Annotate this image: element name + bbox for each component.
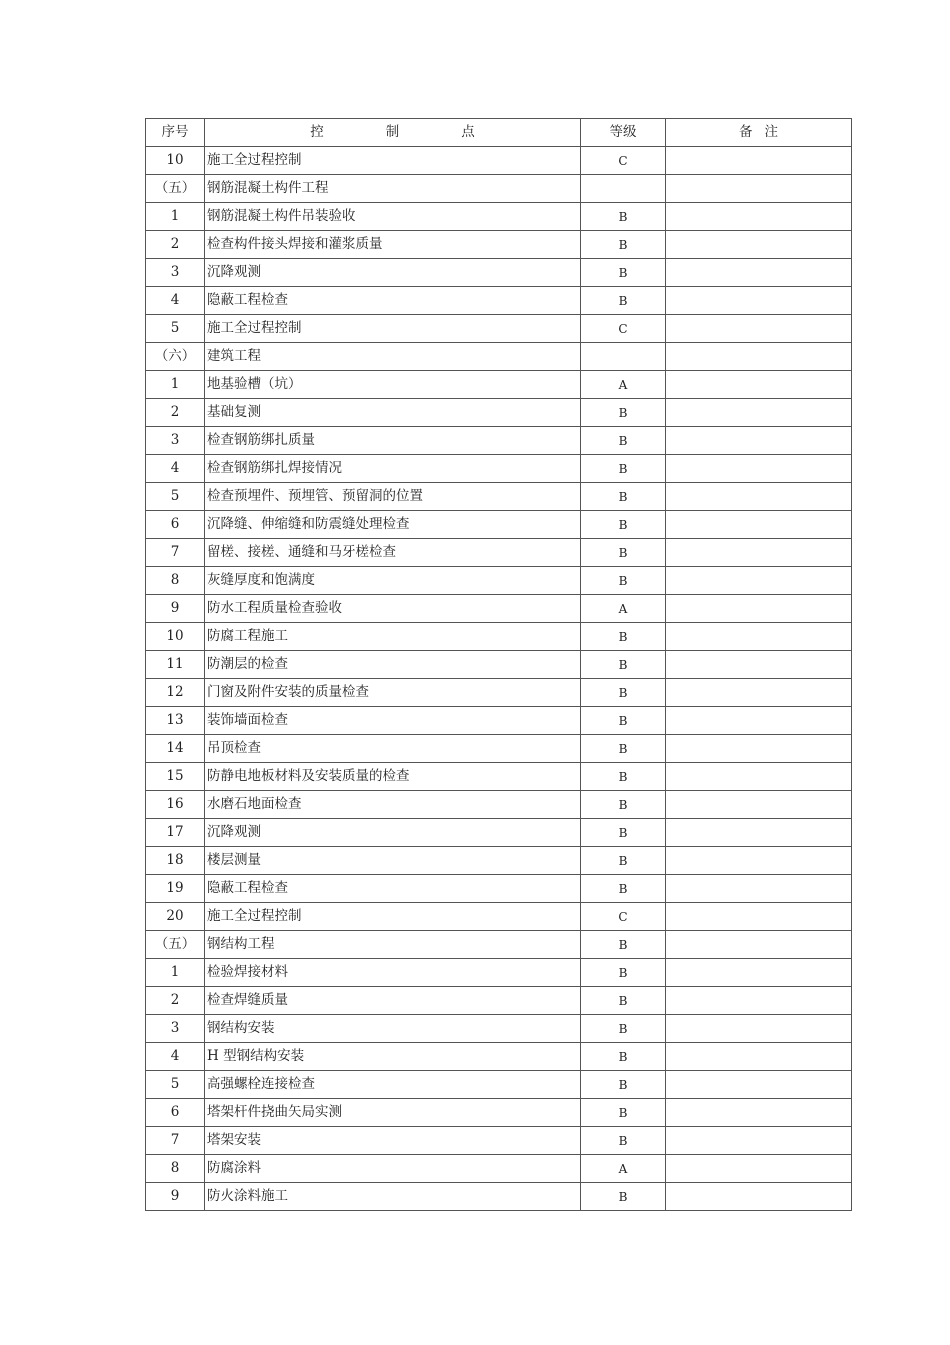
table-row	[146, 287, 852, 315]
row-control-point: 地基验槽（坑）	[205, 371, 581, 399]
row-serial-number: 4	[146, 287, 205, 315]
row-remark	[666, 875, 852, 903]
row-grade: B	[581, 483, 666, 511]
row-control-point: 水磨石地面检查	[205, 791, 581, 819]
row-remark	[666, 567, 852, 595]
table-row	[146, 203, 852, 231]
row-control-point: 沉降观测	[205, 259, 581, 287]
row-serial-number: 10	[146, 147, 205, 175]
row-remark	[666, 511, 852, 539]
header-grade: 等级	[581, 119, 666, 147]
row-control-point: 建筑工程	[205, 343, 581, 371]
table-row	[146, 427, 852, 455]
row-remark	[666, 371, 852, 399]
row-remark	[666, 763, 852, 791]
row-grade: B	[581, 623, 666, 651]
row-grade: C	[581, 147, 666, 175]
table-row	[146, 735, 852, 763]
row-serial-number: 14	[146, 735, 205, 763]
row-serial-number: 1	[146, 371, 205, 399]
row-grade: B	[581, 1015, 666, 1043]
row-serial-number: 15	[146, 763, 205, 791]
table-header-row	[146, 119, 852, 147]
control-point-table	[145, 118, 852, 1211]
row-grade: B	[581, 931, 666, 959]
row-serial-number: 9	[146, 595, 205, 623]
table-row	[146, 903, 852, 931]
row-control-point: 吊顶检查	[205, 735, 581, 763]
table-row	[146, 651, 852, 679]
row-grade: B	[581, 1183, 666, 1211]
row-grade: B	[581, 987, 666, 1015]
row-control-point: 检验焊接材料	[205, 959, 581, 987]
table-row	[146, 959, 852, 987]
row-grade: B	[581, 231, 666, 259]
row-remark	[666, 735, 852, 763]
row-serial-number: 3	[146, 1015, 205, 1043]
row-remark	[666, 147, 852, 175]
row-remark	[666, 175, 852, 203]
row-control-point: 钢筋混凝土构件工程	[205, 175, 581, 203]
table-row	[146, 791, 852, 819]
table-row	[146, 315, 852, 343]
row-remark	[666, 791, 852, 819]
row-serial-number: 3	[146, 259, 205, 287]
row-remark	[666, 987, 852, 1015]
row-control-point: 施工全过程控制	[205, 903, 581, 931]
row-grade: B	[581, 875, 666, 903]
table-row	[146, 399, 852, 427]
row-grade: B	[581, 679, 666, 707]
table-row	[146, 455, 852, 483]
table-row	[146, 1127, 852, 1155]
row-control-point: 隐蔽工程检查	[205, 875, 581, 903]
row-grade	[581, 175, 666, 203]
row-serial-number: 8	[146, 1155, 205, 1183]
row-grade: A	[581, 595, 666, 623]
row-serial-number: 5	[146, 315, 205, 343]
row-serial-number: （五）	[146, 931, 205, 959]
row-grade: B	[581, 511, 666, 539]
row-serial-number: 17	[146, 819, 205, 847]
table-row	[146, 1155, 852, 1183]
row-serial-number: 9	[146, 1183, 205, 1211]
row-control-point: 防腐工程施工	[205, 623, 581, 651]
row-control-point: 楼层测量	[205, 847, 581, 875]
row-grade: B	[581, 1127, 666, 1155]
table-row	[146, 623, 852, 651]
table-row	[146, 1099, 852, 1127]
row-control-point: 检查焊缝质量	[205, 987, 581, 1015]
row-remark	[666, 203, 852, 231]
row-remark	[666, 399, 852, 427]
row-grade: C	[581, 903, 666, 931]
table-body	[146, 147, 852, 1211]
table-row	[146, 987, 852, 1015]
row-grade: B	[581, 707, 666, 735]
row-remark	[666, 707, 852, 735]
row-control-point: 防静电地板材料及安装质量的检查	[205, 763, 581, 791]
row-serial-number: 2	[146, 399, 205, 427]
row-serial-number: 4	[146, 1043, 205, 1071]
row-grade: B	[581, 959, 666, 987]
row-grade	[581, 343, 666, 371]
row-control-point: 钢筋混凝土构件吊装验收	[205, 203, 581, 231]
row-remark	[666, 1183, 852, 1211]
row-grade: A	[581, 1155, 666, 1183]
row-serial-number: 5	[146, 1071, 205, 1099]
row-control-point: 沉降缝、伸缩缝和防震缝处理检查	[205, 511, 581, 539]
row-remark	[666, 1155, 852, 1183]
row-grade: B	[581, 567, 666, 595]
row-serial-number: 2	[146, 231, 205, 259]
row-remark	[666, 931, 852, 959]
table-row	[146, 763, 852, 791]
row-grade: B	[581, 651, 666, 679]
row-control-point: 隐蔽工程检查	[205, 287, 581, 315]
row-remark	[666, 343, 852, 371]
row-serial-number: 7	[146, 539, 205, 567]
row-control-point: 钢结构工程	[205, 931, 581, 959]
row-control-point: 防水工程质量检查验收	[205, 595, 581, 623]
row-remark	[666, 1071, 852, 1099]
row-serial-number: 18	[146, 847, 205, 875]
row-remark	[666, 231, 852, 259]
header-serial-number: 序号	[146, 119, 205, 147]
table-row	[146, 679, 852, 707]
row-serial-number: 10	[146, 623, 205, 651]
row-control-point: 钢结构安装	[205, 1015, 581, 1043]
row-remark	[666, 959, 852, 987]
row-serial-number: 8	[146, 567, 205, 595]
row-serial-number: 5	[146, 483, 205, 511]
row-control-point: 施工全过程控制	[205, 147, 581, 175]
row-remark	[666, 819, 852, 847]
row-remark	[666, 287, 852, 315]
row-serial-number: 16	[146, 791, 205, 819]
row-grade: C	[581, 315, 666, 343]
row-grade: B	[581, 847, 666, 875]
row-grade: B	[581, 455, 666, 483]
row-remark	[666, 315, 852, 343]
row-remark	[666, 1015, 852, 1043]
table-row	[146, 819, 852, 847]
table-row	[146, 371, 852, 399]
row-grade: B	[581, 819, 666, 847]
table-row	[146, 539, 852, 567]
row-remark	[666, 483, 852, 511]
row-control-point: 装饰墙面检查	[205, 707, 581, 735]
row-serial-number: 2	[146, 987, 205, 1015]
row-serial-number: 11	[146, 651, 205, 679]
row-control-point: 灰缝厚度和饱满度	[205, 567, 581, 595]
table-row	[146, 847, 852, 875]
row-control-point: 塔架杆件挠曲矢局实测	[205, 1099, 581, 1127]
row-grade: B	[581, 287, 666, 315]
row-remark	[666, 1099, 852, 1127]
row-remark	[666, 595, 852, 623]
row-grade: B	[581, 1043, 666, 1071]
row-serial-number: 1	[146, 959, 205, 987]
row-remark	[666, 679, 852, 707]
row-serial-number: （六）	[146, 343, 205, 371]
row-control-point: 高强螺栓连接检查	[205, 1071, 581, 1099]
row-serial-number: 3	[146, 427, 205, 455]
row-control-point: 塔架安装	[205, 1127, 581, 1155]
row-serial-number: 4	[146, 455, 205, 483]
row-grade: B	[581, 735, 666, 763]
row-grade: B	[581, 791, 666, 819]
row-serial-number: 1	[146, 203, 205, 231]
row-serial-number: （五）	[146, 175, 205, 203]
row-grade: B	[581, 1099, 666, 1127]
row-grade: B	[581, 259, 666, 287]
row-serial-number: 6	[146, 511, 205, 539]
row-serial-number: 6	[146, 1099, 205, 1127]
table-row	[146, 259, 852, 287]
row-control-point: 沉降观测	[205, 819, 581, 847]
row-serial-number: 20	[146, 903, 205, 931]
header-remark: 备注	[666, 119, 852, 147]
row-remark	[666, 539, 852, 567]
table-row	[146, 511, 852, 539]
row-control-point: 检查钢筋绑扎质量	[205, 427, 581, 455]
row-remark	[666, 1127, 852, 1155]
header-control-point: 控制点	[205, 119, 581, 147]
table-row	[146, 1183, 852, 1211]
row-control-point: 门窗及附件安装的质量检查	[205, 679, 581, 707]
row-remark	[666, 455, 852, 483]
row-grade: B	[581, 399, 666, 427]
row-remark	[666, 903, 852, 931]
row-serial-number: 13	[146, 707, 205, 735]
row-remark	[666, 1043, 852, 1071]
row-remark	[666, 259, 852, 287]
table-row	[146, 343, 852, 371]
row-control-point: 检查构件接头焊接和灌浆质量	[205, 231, 581, 259]
row-grade: B	[581, 539, 666, 567]
row-control-point: H 型钢结构安装	[205, 1043, 581, 1071]
row-grade: A	[581, 371, 666, 399]
table-row	[146, 707, 852, 735]
table-row	[146, 175, 852, 203]
row-grade: B	[581, 203, 666, 231]
row-serial-number: 19	[146, 875, 205, 903]
row-grade: B	[581, 763, 666, 791]
table-row	[146, 567, 852, 595]
table-row	[146, 483, 852, 511]
table-row	[146, 595, 852, 623]
table-row	[146, 1071, 852, 1099]
row-control-point: 检查预埋件、预埋管、预留洞的位置	[205, 483, 581, 511]
row-control-point: 检查钢筋绑扎焊接情况	[205, 455, 581, 483]
row-grade: B	[581, 427, 666, 455]
table-row	[146, 1015, 852, 1043]
row-remark	[666, 847, 852, 875]
row-serial-number: 12	[146, 679, 205, 707]
table-row	[146, 231, 852, 259]
row-serial-number: 7	[146, 1127, 205, 1155]
row-control-point: 防腐涂料	[205, 1155, 581, 1183]
row-remark	[666, 651, 852, 679]
row-remark	[666, 623, 852, 651]
table-row	[146, 147, 852, 175]
row-remark	[666, 427, 852, 455]
table-row	[146, 931, 852, 959]
table-row	[146, 1043, 852, 1071]
row-control-point: 防火涂料施工	[205, 1183, 581, 1211]
row-control-point: 留槎、接槎、通缝和马牙槎检查	[205, 539, 581, 567]
table-row	[146, 875, 852, 903]
row-control-point: 基础复测	[205, 399, 581, 427]
row-grade: B	[581, 1071, 666, 1099]
row-control-point: 防潮层的检查	[205, 651, 581, 679]
row-control-point: 施工全过程控制	[205, 315, 581, 343]
